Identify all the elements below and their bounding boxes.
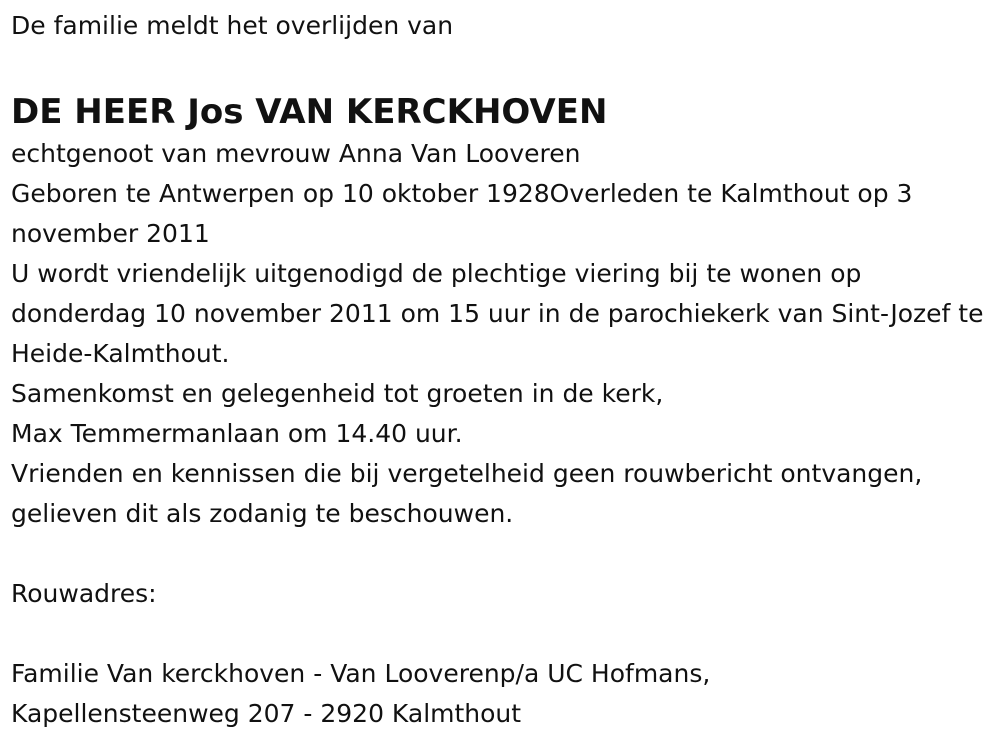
spacer — [11, 534, 1000, 574]
spacer — [11, 614, 1000, 654]
spouse-text: echtgenoot van mevrouw Anna Van Looveren — [11, 139, 581, 168]
friends-note: Vrienden en kennissen die bij vergetelheid geen rouwbericht ontvangen, gelieven dit als zodanig te beschouwen. — [11, 459, 931, 528]
gathering-line-1: Samenkomst en gelegenheid tot groeten in de kerk, — [11, 379, 664, 408]
address-line-2: Kapellensteenweg 207 - 2920 Kalmthout — [11, 699, 522, 728]
birth-death-text: Geboren te Antwerpen op 10 oktober 1928Overleden te Kalmthout op 3 november 2011 — [11, 179, 921, 248]
invitation-text: U wordt vriendelijk uitgenodigd de plechtige viering bij te wonen op donderdag 10 november 2011 om 15 uur in de parochiekerk van Sint-Jozef te Heide-Kalmthout. — [11, 259, 992, 368]
address-label: Rouwadres: — [11, 579, 157, 608]
intro-text: De familie meldt het overlijden van — [11, 11, 454, 40]
address-line-1: Familie Van kerckhoven - Van Looverenp/a UC Hofmans, — [11, 659, 711, 688]
deceased-name: DE HEER Jos VAN KERCKHOVEN — [11, 92, 608, 132]
gathering-line-2: Max Temmermanlaan om 14.40 uur. — [11, 419, 463, 448]
